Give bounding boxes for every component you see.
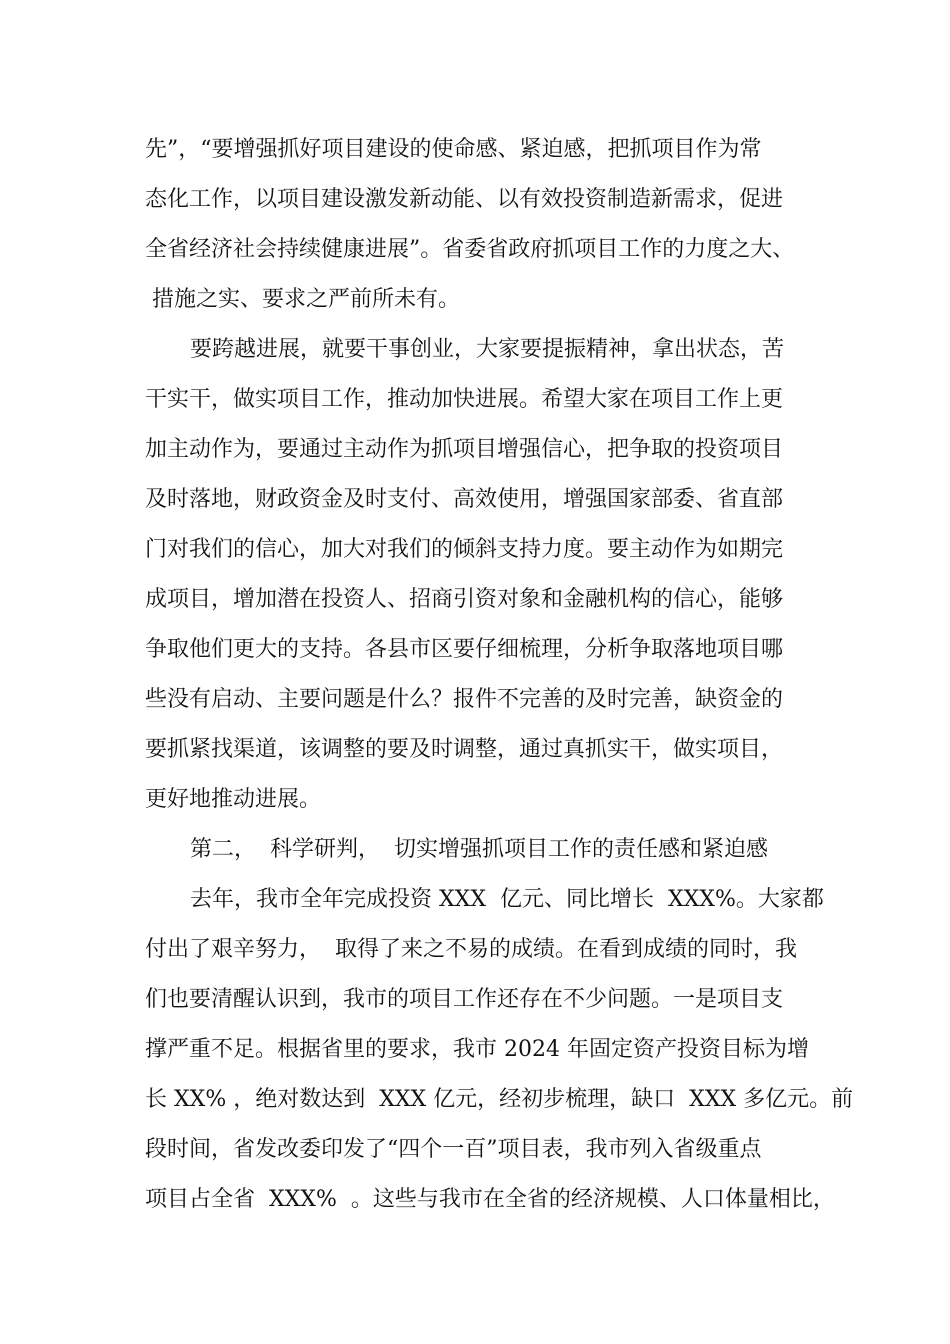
text-line: 撑严重不足。根据省里的要求，我市 2024 年固定资产投资目标为增 (145, 1037, 809, 1062)
text-line: 付出了艰辛努力， 取得了来之不易的成绩。在看到成绩的同时，我 (145, 937, 797, 962)
text-line: 些没有启动、主要问题是什么？报件不完善的及时完善，缺资金的 (145, 687, 784, 712)
text-line: 要抓紧找渠道，该调整的要及时调整，通过真抓实干，做实项目， (145, 737, 784, 762)
text-line: 门对我们的信心，加大对我们的倾斜支持力度。要主动作为如期完 (145, 537, 784, 562)
text-line: 项目占全省 XXX% 。这些与我市在全省的经济规模、人口体量相比， (145, 1187, 835, 1212)
text-line: 全省经济社会持续健康进展”。省委省政府抓项目工作的力度之大、 (145, 237, 795, 262)
text-line: 段时间，省发改委印发了“四个一百”项目表，我市列入省级重点 (145, 1137, 762, 1162)
text-line: 长 XX% ，绝对数达到 XXX 亿元，经初步梳理，缺口 XXX 多亿元。前 (145, 1087, 854, 1112)
section-heading: 第二， 科学研判， 切实增强抓项目工作的责任感和紧迫感 (190, 837, 768, 862)
text-line: 态化工作，以项目建设激发新动能、以有效投资制造新需求，促进 (145, 187, 784, 212)
text-line: 措施之实、要求之严前所未有。 (145, 287, 460, 312)
text-line: 更好地推动进展。 (145, 787, 322, 812)
paragraph-start-line: 去年，我市全年完成投资 XXX 亿元、同比增长 XXX%。大家都 (190, 887, 824, 912)
text-line: 成项目，增加潜在投资人、招商引资对象和金融机构的信心，能够 (145, 587, 784, 612)
text-line: 先”，“要增强抓好项目建设的使命感、紧迫感，把抓项目作为常 (145, 137, 762, 162)
text-line: 及时落地，财政资金及时支付、高效使用，增强国家部委、省直部 (145, 487, 784, 512)
text-line: 加主动作为，要通过主动作为抓项目增强信心，把争取的投资项目 (145, 437, 784, 462)
text-line: 们也要清醒认识到，我市的项目工作还存在不少问题。一是项目支 (145, 987, 784, 1012)
text-line: 干实干，做实项目工作，推动加快进展。希望大家在项目工作上更 (145, 387, 784, 412)
text-line: 争取他们更大的支持。各县市区要仔细梳理，分析争取落地项目哪 (145, 637, 784, 662)
paragraph-start-line: 要跨越进展，就要干事创业，大家要提振精神，拿出状态，苦 (190, 337, 785, 362)
